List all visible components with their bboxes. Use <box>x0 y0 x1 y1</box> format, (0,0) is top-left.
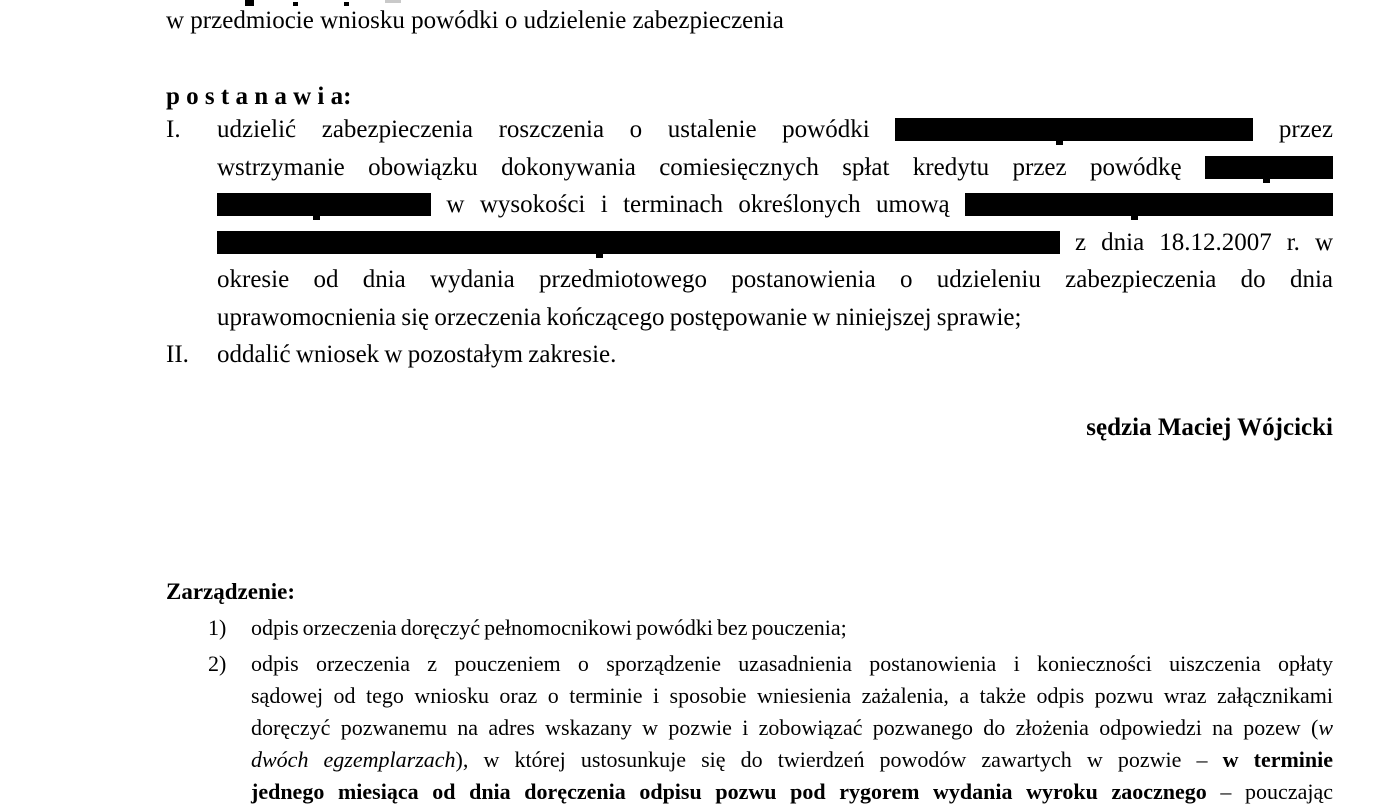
text-segment: uprawomocnienia się orzeczenia kończącego postępowanie w niniejszej sprawie; <box>217 303 1022 331</box>
judge-signature: sędzia Maciej Wójcicki <box>1086 414 1333 441</box>
text-segment: okresie od dnia wydania przedmiotowego postanowienia o udzieleniu zabezpieczenia do dnia <box>217 266 1333 293</box>
text-line <box>251 776 1333 808</box>
ruling-items-list <box>166 111 1333 374</box>
text-segment: oddalić wniosek w pozostałym zakresie. <box>217 341 617 368</box>
redaction-bar <box>1205 156 1333 179</box>
list-item <box>166 111 1333 336</box>
text-line <box>251 648 1333 680</box>
text-segment: doręczyć pozwanemu na adres wskazany w pozwie i zobowiązać pozwanego do złożenia odpowiedzi na pozew ( <box>251 715 1319 740</box>
text-line <box>217 224 1333 262</box>
text-segment: odpis orzeczenia doręczyć pełnomocnikowi powódki bez pouczenia; <box>251 615 847 640</box>
text-segment: wstrzymanie obowiązku dokonywania comiesięcznych spłat kredytu przez powódkę <box>217 153 1205 181</box>
text-segment: w terminie <box>1222 747 1334 772</box>
text-segment: z dnia 18.12.2007 r. w <box>1060 228 1333 256</box>
text-line <box>217 186 1333 224</box>
redaction-bar <box>217 231 1060 254</box>
text-segment: w <box>1318 715 1333 740</box>
item-marker: I. <box>166 116 181 143</box>
text-line <box>217 336 1333 374</box>
text-segment: udzielić zabezpieczenia roszczenia o ustalenie powódki <box>217 116 896 143</box>
ruling-heading: p o s t a n a w i a: <box>166 83 352 110</box>
redaction-bar <box>217 193 431 216</box>
directive-heading: Zarządzenie: <box>166 579 296 604</box>
list-item <box>166 336 1333 374</box>
text-segment: sądowej od tego wniosku oraz o terminie i sposobie wniesienia zażalenia, a także odpis pozwu wraz załącznikami <box>251 683 1333 708</box>
text-segment: przez <box>1253 116 1333 143</box>
text-line <box>217 111 1333 149</box>
text-line <box>251 680 1333 712</box>
text-line <box>251 612 1333 644</box>
item-marker: 2) <box>208 651 227 676</box>
text-segment: ), w której ustosunkuje się do twierdzeń powodów zawartych w pozwie – <box>455 747 1223 772</box>
item-marker: II. <box>166 341 189 368</box>
text-segment: w wysokości i terminach określonych umową <box>431 191 965 218</box>
item-marker: 1) <box>208 615 227 640</box>
list-item <box>166 612 1333 644</box>
text-segment: odpis orzeczenia z pouczeniem o sporządzenie uzasadnienia postanowienia i konieczności uiszczenia opłaty <box>251 651 1333 676</box>
case-subject-line: w przedmiocie wniosku powódki o udzielenie zabezpieczenia <box>166 7 784 34</box>
redaction-bar <box>895 118 1253 141</box>
text-line <box>251 744 1333 776</box>
text-segment: dwóch egzemplarzach <box>251 747 456 772</box>
text-segment: – pouczając <box>1206 779 1333 804</box>
text-line <box>217 261 1333 299</box>
redaction-bar <box>965 193 1333 216</box>
text-segment: jednego miesiąca od dnia doręczenia odpisu pozwu pod rygorem wydania wyroku zaocznego <box>251 779 1207 804</box>
text-line <box>217 299 1333 337</box>
directive-items-list <box>166 612 1333 808</box>
list-item <box>166 648 1333 808</box>
text-line <box>217 149 1333 187</box>
text-line <box>251 712 1333 744</box>
